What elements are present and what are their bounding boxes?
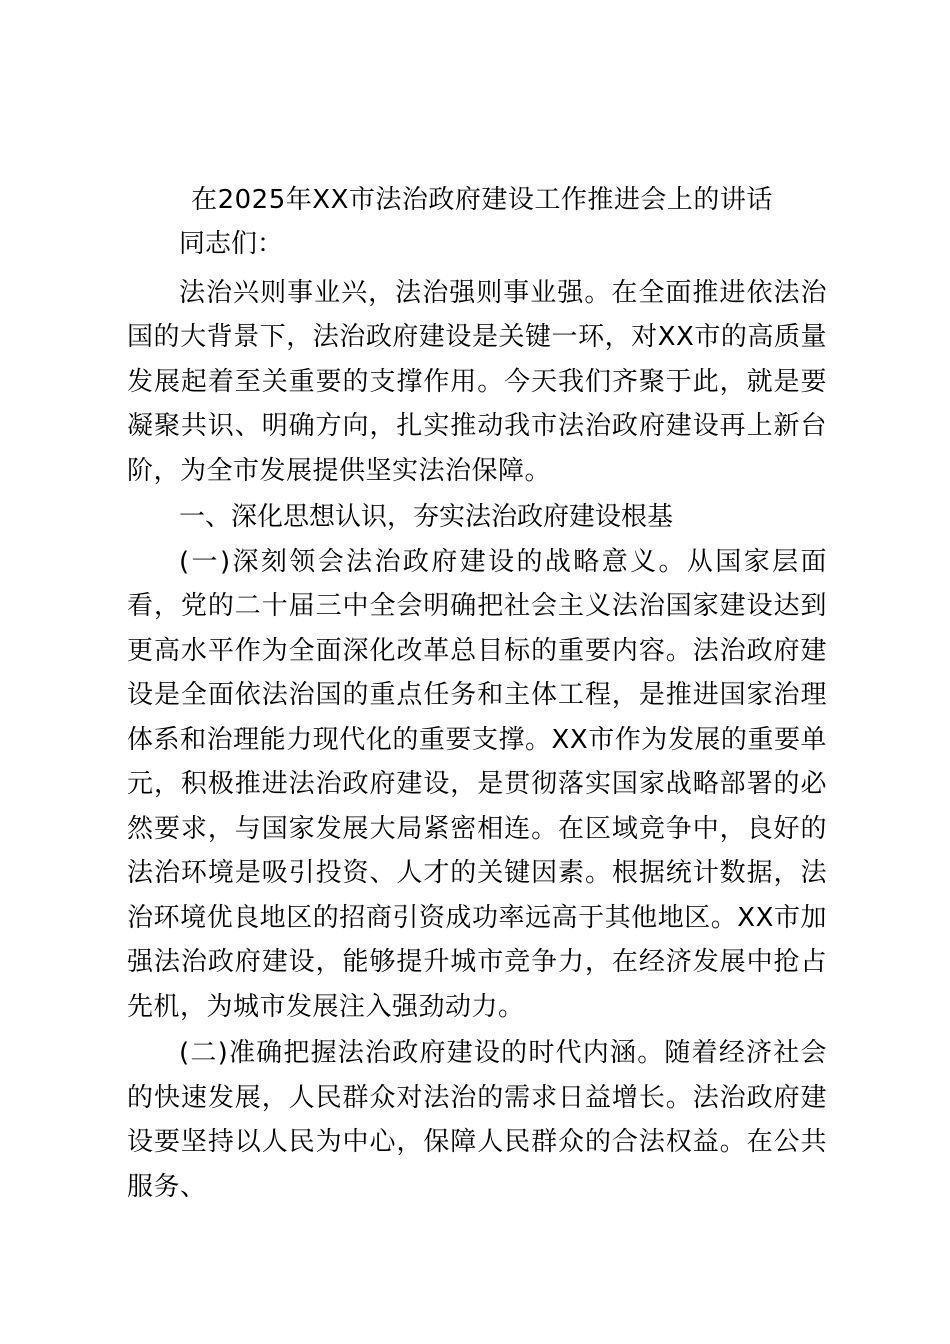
document-title: 在2025年XX市法治政府建设工作推进会上的讲话: [191, 185, 773, 215]
greeting: 同志们：: [179, 229, 284, 259]
section-heading-1: 一、深化思想认识，夯实法治政府建设根基: [179, 502, 674, 532]
paragraph-1: (一)深刻领会法治政府建设的战略意义。从国家层面看，党的二十届三中全会明确把社会主义法治国家建设达到更高水平作为全面深化改革总目标的重要内容。法治政府建设是全面依法治国的重点任务和主体工程，是推进国家治理体系和治理能力现代化的重要支撑。XX市作为发展的重要单元，积极推进法治政府建设，是贯彻落实国家战略部署的必然要求，与国家发展大局紧密相连。在区域竞争中，良好的法治环境是吸引投资、人才的关键因素。根据统计数据，法治环境优良地区的招商引资成功率远高于其他地区。XX市加强法治政府建设，能够提升城市竞争力，在经济发展中抢占先机，为城市发展注入强劲动力。: [127, 546, 827, 1022]
document-page: [127, 178, 827, 1209]
paragraph-2: (二)准确把握法治政府建设的时代内涵。随着经济社会的快速发展，人民群众对法治的需求日益增长。法治政府建设要坚持以人民为中心，保障人民群众的合法权益。在公共服务、: [127, 1038, 827, 1202]
intro-paragraph: 法治兴则事业兴，法治强则事业强。在全面推进依法治国的大背景下，法治政府建设是关键一环，对XX市的高质量发展起着至关重要的支撑作用。今天我们齐聚于此，就是要凝聚共识、明确方向，扎实推动我市法治政府建设再上新台阶，为全市发展提供坚实法治保障。: [127, 277, 827, 486]
